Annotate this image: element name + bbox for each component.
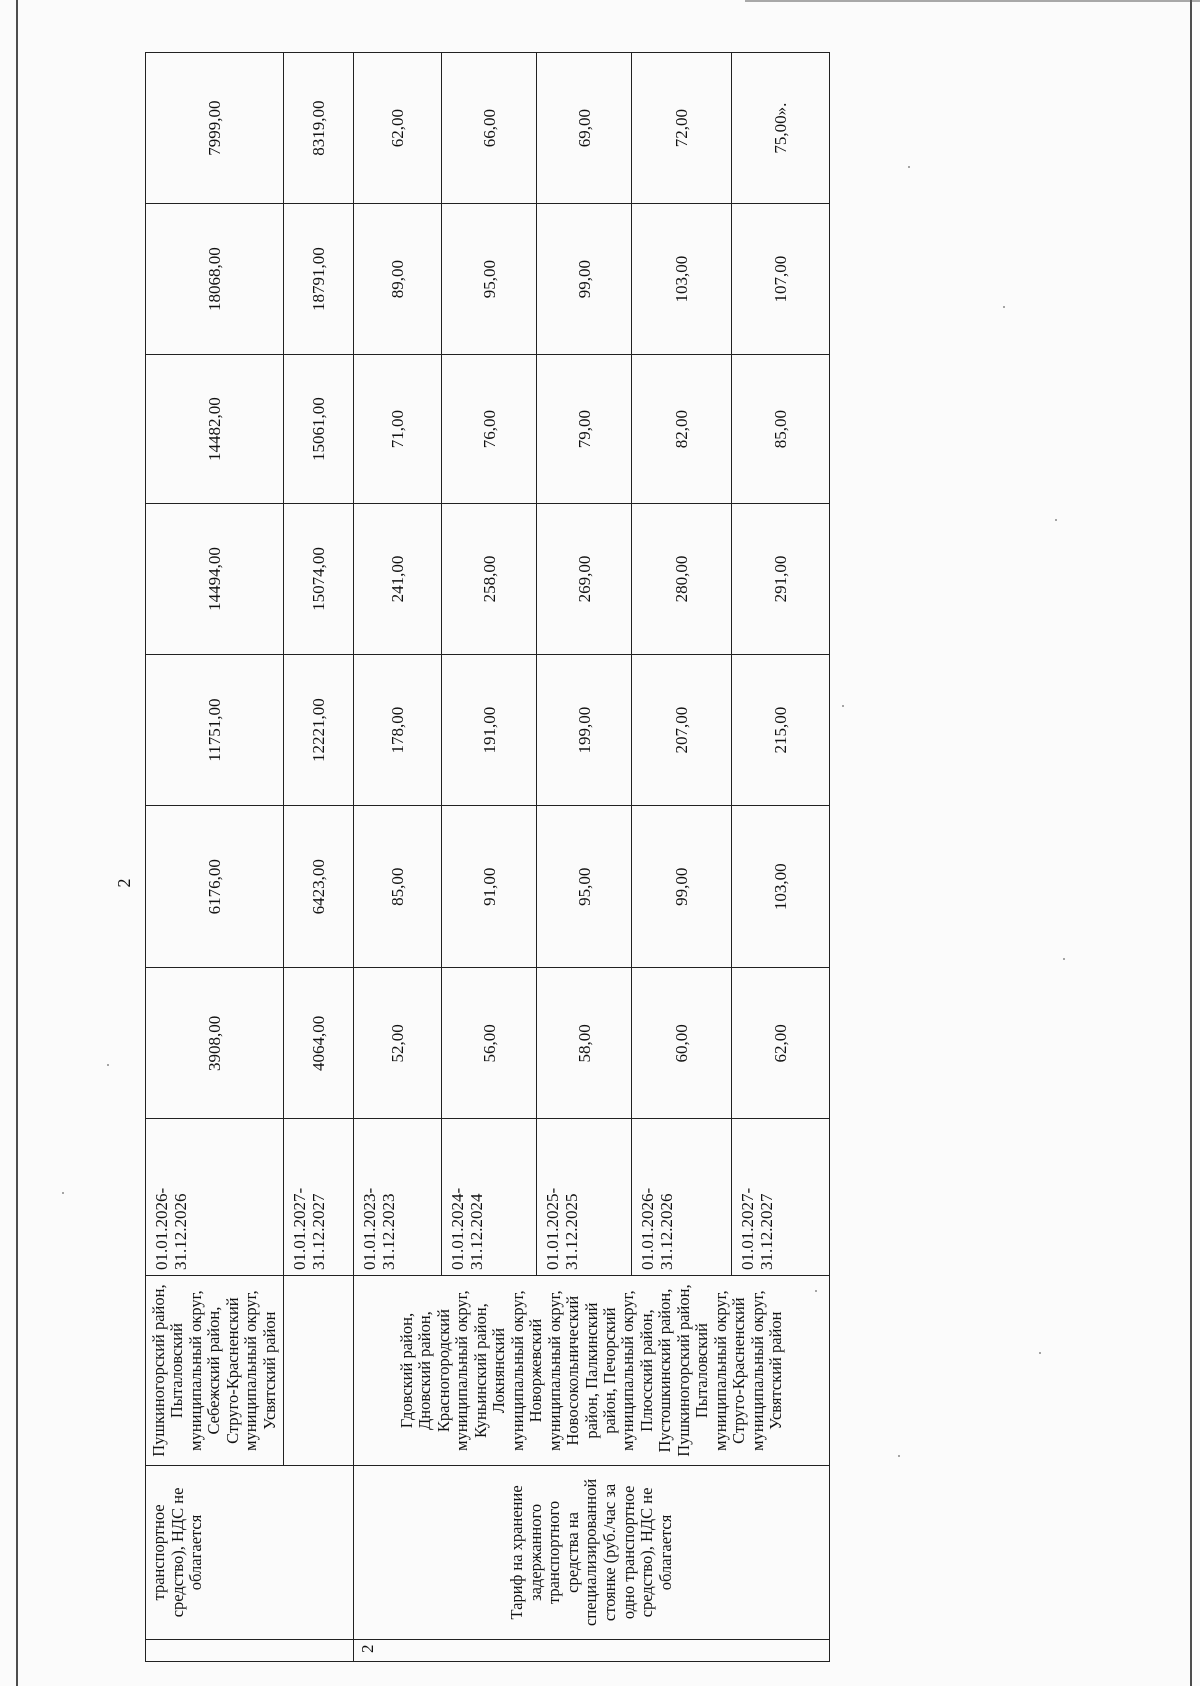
period-cell: 01.01.2023-31.12.2023: [354, 1119, 442, 1276]
period-cell: 01.01.2026-31.12.2026: [146, 1119, 284, 1276]
value-cell: 7999,00: [146, 53, 284, 204]
value-cell: 215,00: [732, 655, 830, 806]
tariff-table: [145, 52, 830, 1662]
scan-speck: [107, 1064, 109, 1066]
value-cell: 75,00».: [732, 53, 830, 204]
value-cell: 14494,00: [146, 503, 284, 654]
period-cell: 01.01.2027-31.12.2027: [284, 1119, 354, 1276]
value-cell: 207,00: [632, 655, 732, 806]
value-cell: 62,00: [732, 968, 830, 1119]
scan-edge-right: [1190, 0, 1192, 1686]
value-cell: 85,00: [354, 806, 442, 968]
table-row: [354, 53, 442, 1662]
value-cell: 280,00: [632, 503, 732, 654]
scan-speck: [842, 705, 844, 707]
value-cell: 56,00: [442, 968, 537, 1119]
service-name-cell: Тариф на хранение задержанного транспортного средства на специализированной стоянке (руб./час за одно транспортное средство), НДС не облагается: [354, 1466, 830, 1639]
value-cell: 85,00: [732, 355, 830, 504]
value-cell: 95,00: [537, 806, 632, 968]
row-index-cell: 2: [354, 1639, 830, 1661]
value-cell: 99,00: [537, 204, 632, 355]
value-cell: 8319,00: [284, 53, 354, 204]
value-cell: 79,00: [537, 355, 632, 504]
value-cell: 62,00: [354, 53, 442, 204]
scan-speck: [62, 1192, 64, 1194]
period-cell: 01.01.2024-31.12.2024: [442, 1119, 537, 1276]
value-cell: 99,00: [632, 806, 732, 968]
value-cell: 4064,00: [284, 968, 354, 1119]
value-cell: 60,00: [632, 968, 732, 1119]
value-cell: 107,00: [732, 204, 830, 355]
scan-speck: [1055, 519, 1057, 521]
value-cell: 241,00: [354, 503, 442, 654]
tariff-table-rotated: [145, 52, 805, 1662]
value-cell: 103,00: [732, 806, 830, 968]
value-cell: 291,00: [732, 503, 830, 654]
value-cell: 18068,00: [146, 204, 284, 355]
area-cell: Гдовский район, Дновский район, Красногородский муниципальный округ, Куньинский район, Локнянский муниципальный округ, Новоржевский муниципальный округ, Новосокольнический район, Палкинский район, Печорский муниципальный округ, Плюсский район, Пустошкинский район, Пушкиногорский район, Пыталовский муниципальный округ, Струго-Красненский муниципальный округ, Усвятский район: [354, 1276, 830, 1466]
scan-edge-left: [16, 0, 18, 1686]
period-cell: 01.01.2027-31.12.2027: [732, 1119, 830, 1276]
scan-edge-top: [745, 0, 1200, 2]
value-cell: 91,00: [442, 806, 537, 968]
value-cell: 58,00: [537, 968, 632, 1119]
value-cell: 199,00: [537, 655, 632, 806]
value-cell: 178,00: [354, 655, 442, 806]
scan-speck: [908, 166, 910, 168]
scan-speck: [815, 1290, 817, 1292]
value-cell: 76,00: [442, 355, 537, 504]
value-cell: 11751,00: [146, 655, 284, 806]
scan-speck: [1063, 958, 1065, 960]
value-cell: 12221,00: [284, 655, 354, 806]
area-cell: Пушкиногорский район, Пыталовский муниципальный округ, Себежский район, Струго-Красненский муниципальный округ, Усвятский район: [146, 1276, 284, 1466]
value-cell: 71,00: [354, 355, 442, 504]
period-cell: 01.01.2025-31.12.2025: [537, 1119, 632, 1276]
value-cell: 82,00: [632, 355, 732, 504]
value-cell: 191,00: [442, 655, 537, 806]
service-name-cell: транспортное средство), НДС не облагается: [146, 1466, 354, 1639]
value-cell: 18791,00: [284, 204, 354, 355]
value-cell: 72,00: [632, 53, 732, 204]
value-cell: 103,00: [632, 204, 732, 355]
page-number: 2: [114, 878, 134, 888]
scan-speck: [1039, 1352, 1041, 1354]
scan-speck: [1003, 306, 1005, 308]
value-cell: 258,00: [442, 503, 537, 654]
value-cell: 3908,00: [146, 968, 284, 1119]
table-row: [284, 53, 354, 1662]
value-cell: 52,00: [354, 968, 442, 1119]
value-cell: 269,00: [537, 503, 632, 654]
row-index-cell: [146, 1639, 354, 1661]
area-cell-continued: [284, 1276, 354, 1466]
value-cell: 6176,00: [146, 806, 284, 968]
value-cell: 15074,00: [284, 503, 354, 654]
value-cell: 69,00: [537, 53, 632, 204]
value-cell: 95,00: [442, 204, 537, 355]
scan-speck: [898, 1455, 900, 1457]
value-cell: 15061,00: [284, 355, 354, 504]
value-cell: 89,00: [354, 204, 442, 355]
value-cell: 6423,00: [284, 806, 354, 968]
value-cell: 66,00: [442, 53, 537, 204]
table-row: [146, 53, 284, 1662]
value-cell: 14482,00: [146, 355, 284, 504]
period-cell: 01.01.2026-31.12.2026: [632, 1119, 732, 1276]
